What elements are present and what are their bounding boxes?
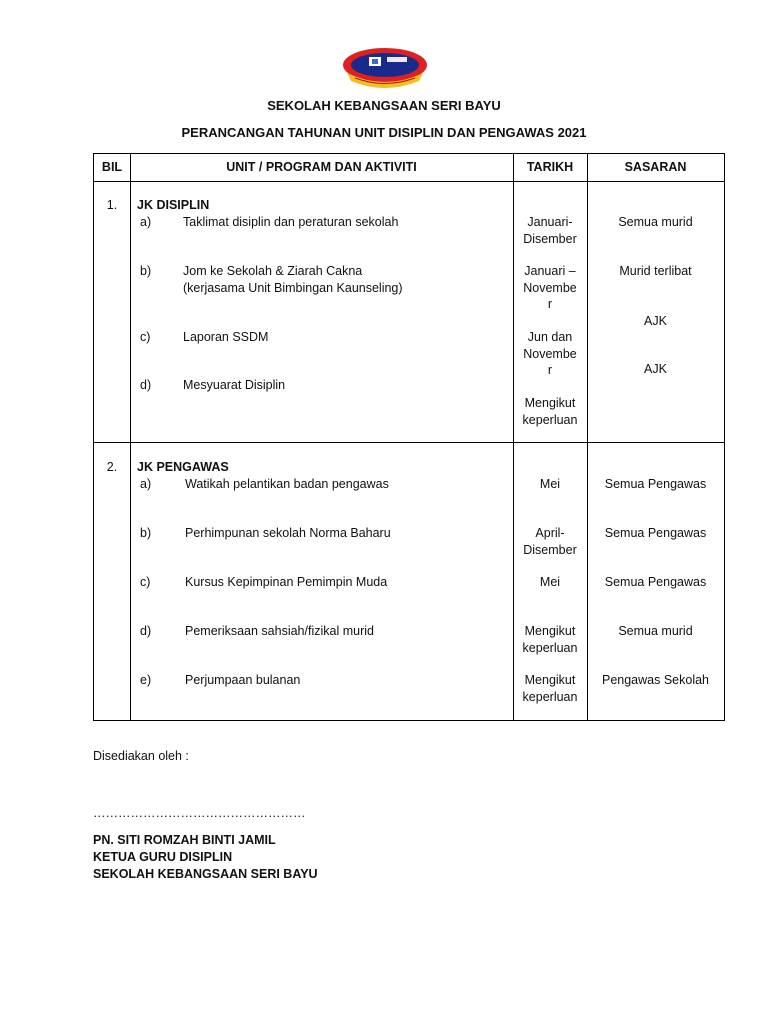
item-sasaran: Semua murid	[618, 215, 693, 229]
item-sasaran: AJK	[644, 362, 667, 376]
section-title: JK PENGAWAS	[137, 460, 229, 474]
signature-line: ……………………………………………	[93, 806, 306, 820]
item-tarikh: Januari- Disember	[523, 215, 577, 246]
item-label: e)	[140, 673, 152, 687]
header-unit: UNIT / PROGRAM DAN AKTIVITI	[226, 160, 417, 174]
header-tarikh: TARIKH	[526, 160, 574, 174]
item-label: c)	[140, 330, 151, 344]
item-sasaran: Semua Pengawas	[604, 526, 707, 540]
item-sasaran: Pengawas Sekolah	[601, 673, 710, 687]
item-activity: Laporan SSDM	[183, 330, 269, 344]
item-tarikh: Jun dan Novembe r	[523, 330, 577, 377]
section-number: 1.	[106, 198, 118, 212]
item-activity: Pemeriksaan sahsiah/fizikal murid	[185, 624, 374, 638]
item-sasaran: Semua Pengawas	[604, 477, 707, 491]
item-label: a)	[140, 215, 152, 229]
item-activity: Mesyuarat Disiplin	[183, 378, 286, 392]
item-sasaran: AJK	[644, 314, 667, 328]
item-activity: Watikah pelantikan badan pengawas	[185, 477, 389, 491]
item-tarikh: Januari – Novembe r	[523, 264, 577, 311]
item-activity: Perjumpaan bulanan	[185, 673, 301, 687]
item-tarikh: Mengikut keperluan	[522, 624, 578, 655]
signatory-position: KETUA GURU DISIPLIN	[93, 850, 233, 864]
item-label: d)	[140, 624, 152, 638]
item-activity: Jom ke Sekolah & Ziarah Cakna (kerjasama Unit Bimbingan Kaunseling)	[183, 264, 403, 295]
header-bil: BIL	[101, 160, 123, 174]
row-divider	[94, 442, 724, 443]
item-label: d)	[140, 378, 152, 392]
prepared-by-label: Disediakan oleh :	[93, 749, 189, 763]
row-divider	[94, 181, 724, 182]
item-label: b)	[140, 264, 152, 278]
signatory-name: PN. SITI ROMZAH BINTI JAMIL	[93, 833, 276, 847]
item-label: b)	[140, 526, 152, 540]
item-tarikh: Mei	[539, 477, 561, 491]
column-divider	[130, 154, 131, 720]
section-number: 2.	[106, 460, 118, 474]
item-label: a)	[140, 477, 152, 491]
item-tarikh: Mengikut keperluan	[522, 396, 578, 427]
item-label: c)	[140, 575, 151, 589]
document-title: PERANCANGAN TAHUNAN UNIT DISIPLIN DAN PENGAWAS 2021	[181, 125, 587, 140]
section-title: JK DISIPLIN	[137, 198, 210, 212]
item-tarikh: April- Disember	[523, 526, 577, 557]
signatory-school: SEKOLAH KEBANGSAAN SERI BAYU	[93, 867, 318, 881]
plan-table	[93, 153, 725, 721]
item-sasaran: Murid terlibat	[619, 264, 692, 278]
item-tarikh: Mei	[539, 575, 561, 589]
item-activity: Kursus Kepimpinan Pemimpin Muda	[185, 575, 388, 589]
item-activity: Taklimat disiplin dan peraturan sekolah	[183, 215, 399, 229]
item-sasaran: Semua murid	[618, 624, 693, 638]
school-name: SEKOLAH KEBANGSAAN SERI BAYU	[267, 98, 501, 113]
item-activity: Perhimpunan sekolah Norma Baharu	[185, 526, 391, 540]
item-sasaran: Semua Pengawas	[604, 575, 707, 589]
school-crest-icon	[341, 45, 429, 89]
item-tarikh: Mengikut keperluan	[522, 673, 578, 704]
header-sasaran: SASARAN	[624, 160, 687, 174]
